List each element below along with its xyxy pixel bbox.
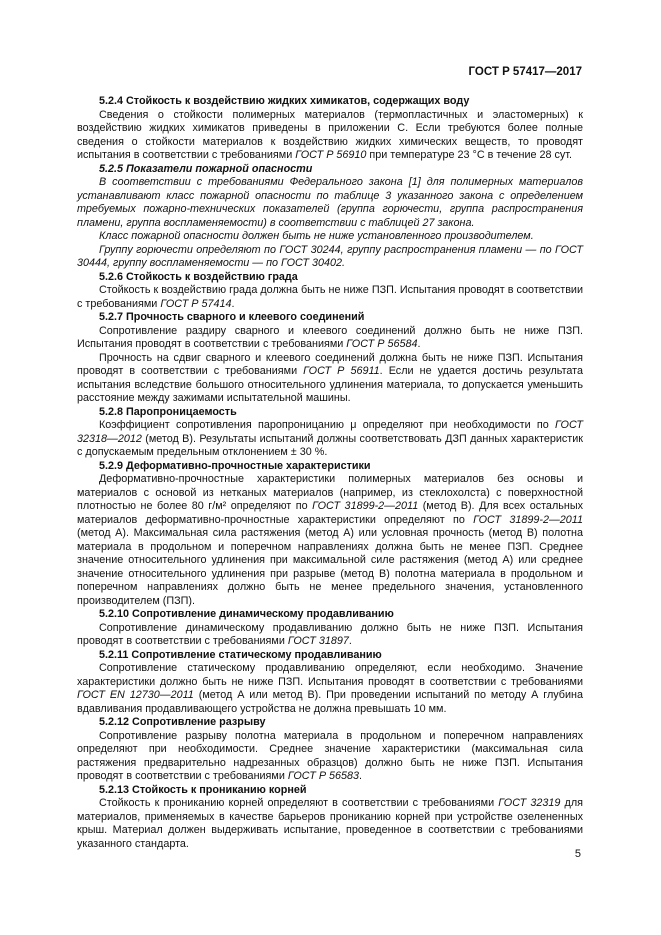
text-run: 5.2.6 Стойкость к воздействию града [99, 270, 298, 283]
text-run: . [417, 338, 421, 350]
standard-reference: ГОСТ Р 56910 [295, 149, 367, 161]
standard-reference: ГОСТ Р 56583 [287, 770, 360, 782]
text-run: 5.2.9 Деформативно-прочностные характеристики [99, 459, 371, 472]
paragraph [77, 230, 583, 244]
text-run: Сопротивление разрыву полотна материала в продольном и поперечном направлениях определяют при необходимости. Среднее значение характеристики (максимальная сила растяжения предварительно надрезанных образцов) должно быть не ниже ПЗП. Испытания проводят в соответствии с требованиями [77, 729, 583, 782]
section-heading [77, 784, 583, 798]
paragraph [77, 109, 583, 163]
text-run: 5.2.12 Сопротивление разрыву [99, 716, 266, 728]
text-run: 5.2.11 Сопротивление статическому продавливанию [99, 648, 382, 661]
text-run: 5.2.5 Показатели пожарной опасности [99, 162, 313, 175]
page-number: 5 [574, 848, 581, 860]
text-run: . [231, 297, 235, 310]
text-run: Класс пожарной опасности должен быть не ниже установленного производителем. [99, 230, 534, 242]
standard-reference: ГОСТ 32319 [498, 797, 561, 809]
paragraph [77, 284, 583, 311]
text-run: Стойкость к прониканию корней определяют в соответствии с требованиями [99, 797, 499, 809]
standard-reference: ГОСТ 31897 [287, 635, 349, 647]
paragraph [77, 730, 583, 784]
text-run: (метод В). Результаты испытаний должны соответствовать ДЗП данных характеристик с допускаемым предельным отклонением ± 30 %. [77, 432, 583, 458]
paragraph [77, 662, 583, 716]
section-heading [77, 311, 583, 325]
text-run: Прочность на сдвиг сварного и клеевого соединений должна быть не ниже ПЗП. Испытания проводят в соответствии с требованиями [77, 351, 583, 377]
text-run: Стойкость к воздействию града должна быть не ниже ПЗП. Испытания проводят в соответствии с требованиями [77, 284, 583, 310]
standard-reference: ГОСТ Р 57414 [160, 297, 232, 310]
text-run: 5.2.7 Прочность сварного и клеевого соединений [99, 311, 365, 323]
document-body [77, 95, 583, 851]
text-run: В соответствии с требованиями Федерального закона [1] для полимерных материалов устанавливают класс пожарной опасности по таблице 3 указанного закона с определением требуемых пожарно-технических показателей (группа горючести, группа распространения пламени, группа воспламеняемости) в соответствии с таблицей 27 закона. [77, 176, 583, 229]
section-heading [77, 716, 583, 730]
text-run: Группу горючести определяют по ГОСТ 30244, группу распространения пламени — по ГОСТ 30444, группу воспламеняемости — по ГОСТ 30402. [77, 243, 583, 269]
text-run: Сведения о стойкости полимерных материалов (термопластичных и эластомерных) к воздействию жидких химикатов приведены в приложении С. Если требуются более полные сведения о стойкости материалов к воздействию жидких химических веществ, то проводят испытания в соответствии с требованиями [77, 108, 583, 161]
paragraph [77, 419, 583, 460]
paragraph [77, 325, 583, 352]
text-run: при температуре 23 °С в течение 28 сут. [366, 149, 573, 161]
text-run: Сопротивление раздиру сварного и клеевого соединений должно быть не ниже ПЗП. Испытания проводят в соответствии с требованиями [77, 324, 583, 350]
text-run: (метод В). Для всех остальных материалов деформативно-прочностные характеристики определяют по [77, 500, 583, 526]
text-run: Сопротивление динамическому продавливанию должно быть не ниже ПЗП. Испытания проводят в соответствии с требованиями [77, 621, 583, 647]
text-run: . [348, 635, 352, 647]
text-run: . Если не удается достичь результата испытания вследствие большого относительного удлинения материала, то допускается уменьшить расстояние между зажимами испытательной машины. [77, 365, 583, 404]
standard-reference: ГОСТ 31899-2—2011 [312, 500, 419, 512]
standard-reference: ГОСТ EN 12730—2011 [77, 689, 194, 701]
standard-reference: ГОСТ Р 56584 [346, 338, 418, 350]
paragraph [77, 352, 583, 406]
section-heading [77, 271, 583, 285]
text-run: Деформативно-прочностные характеристики полимерных материалов без основы и материалов с основой из нетканых материалов (например, из стеклохолста) с поверхностной плотностью не более 80 г/м² определяют по [77, 473, 583, 512]
paragraph [77, 244, 583, 271]
text-run: 5.2.13 Стойкость к прониканию корней [99, 783, 307, 796]
paragraph [77, 473, 583, 608]
text-run: (метод А или метод В). При проведении испытаний по методу А глубина вдавливания продавливающего устройства не должна превышать 10 мм. [77, 689, 583, 715]
text-run: 5.2.4 Стойкость к воздействию жидких химикатов, содержащих воду [99, 95, 470, 107]
text-run: 5.2.8 Паропроницаемость [99, 405, 237, 418]
section-heading [77, 163, 583, 177]
section-heading [77, 460, 583, 474]
standard-reference: ГОСТ 32318—2012 [77, 419, 583, 445]
paragraph [77, 176, 583, 230]
section-heading [77, 608, 583, 622]
standard-reference: ГОСТ 31899-2—2011 [473, 513, 583, 526]
section-heading [77, 406, 583, 420]
text-run: для материалов, применяемых в качестве барьеров прониканию корней при устройстве озелененных крыш. Материал должен выдерживать испытание, проведенное в соответствии с требованиями указанного стандарта. [77, 797, 583, 850]
standard-header: ГОСТ Р 57417—2017 [468, 66, 582, 78]
section-heading [77, 95, 583, 109]
section-heading [77, 649, 583, 663]
text-run: . [359, 770, 363, 782]
text-run: Коэффициент сопротивления паропроницанию μ определяют при необходимости по [99, 419, 556, 431]
paragraph [77, 797, 583, 851]
text-run: (метод А). Максимальная сила растяжения (метод А) или условная прочность (метод В) полотна материала в продольном и поперечном направлениях должна быть не менее ПЗП. Среднее значение относительного удлинения при максимальной силе растяжения (метод А) или среднее значение относительного удлинения при разрыве (метод В) полотна материала в продольном и поперечном направлениях должно быть не менее предельного значения, установленного производителем (ПЗП). [77, 527, 583, 607]
paragraph [77, 622, 583, 649]
text-run: Сопротивление статическому продавливанию определяют, если необходимо. Значение характеристики должно быть не ниже ПЗП. Испытания проводят в соответствии с требованиями [77, 662, 583, 688]
text-run: 5.2.10 Сопротивление динамическому продавливанию [99, 608, 394, 620]
standard-reference: ГОСТ Р 56911 [303, 365, 380, 377]
